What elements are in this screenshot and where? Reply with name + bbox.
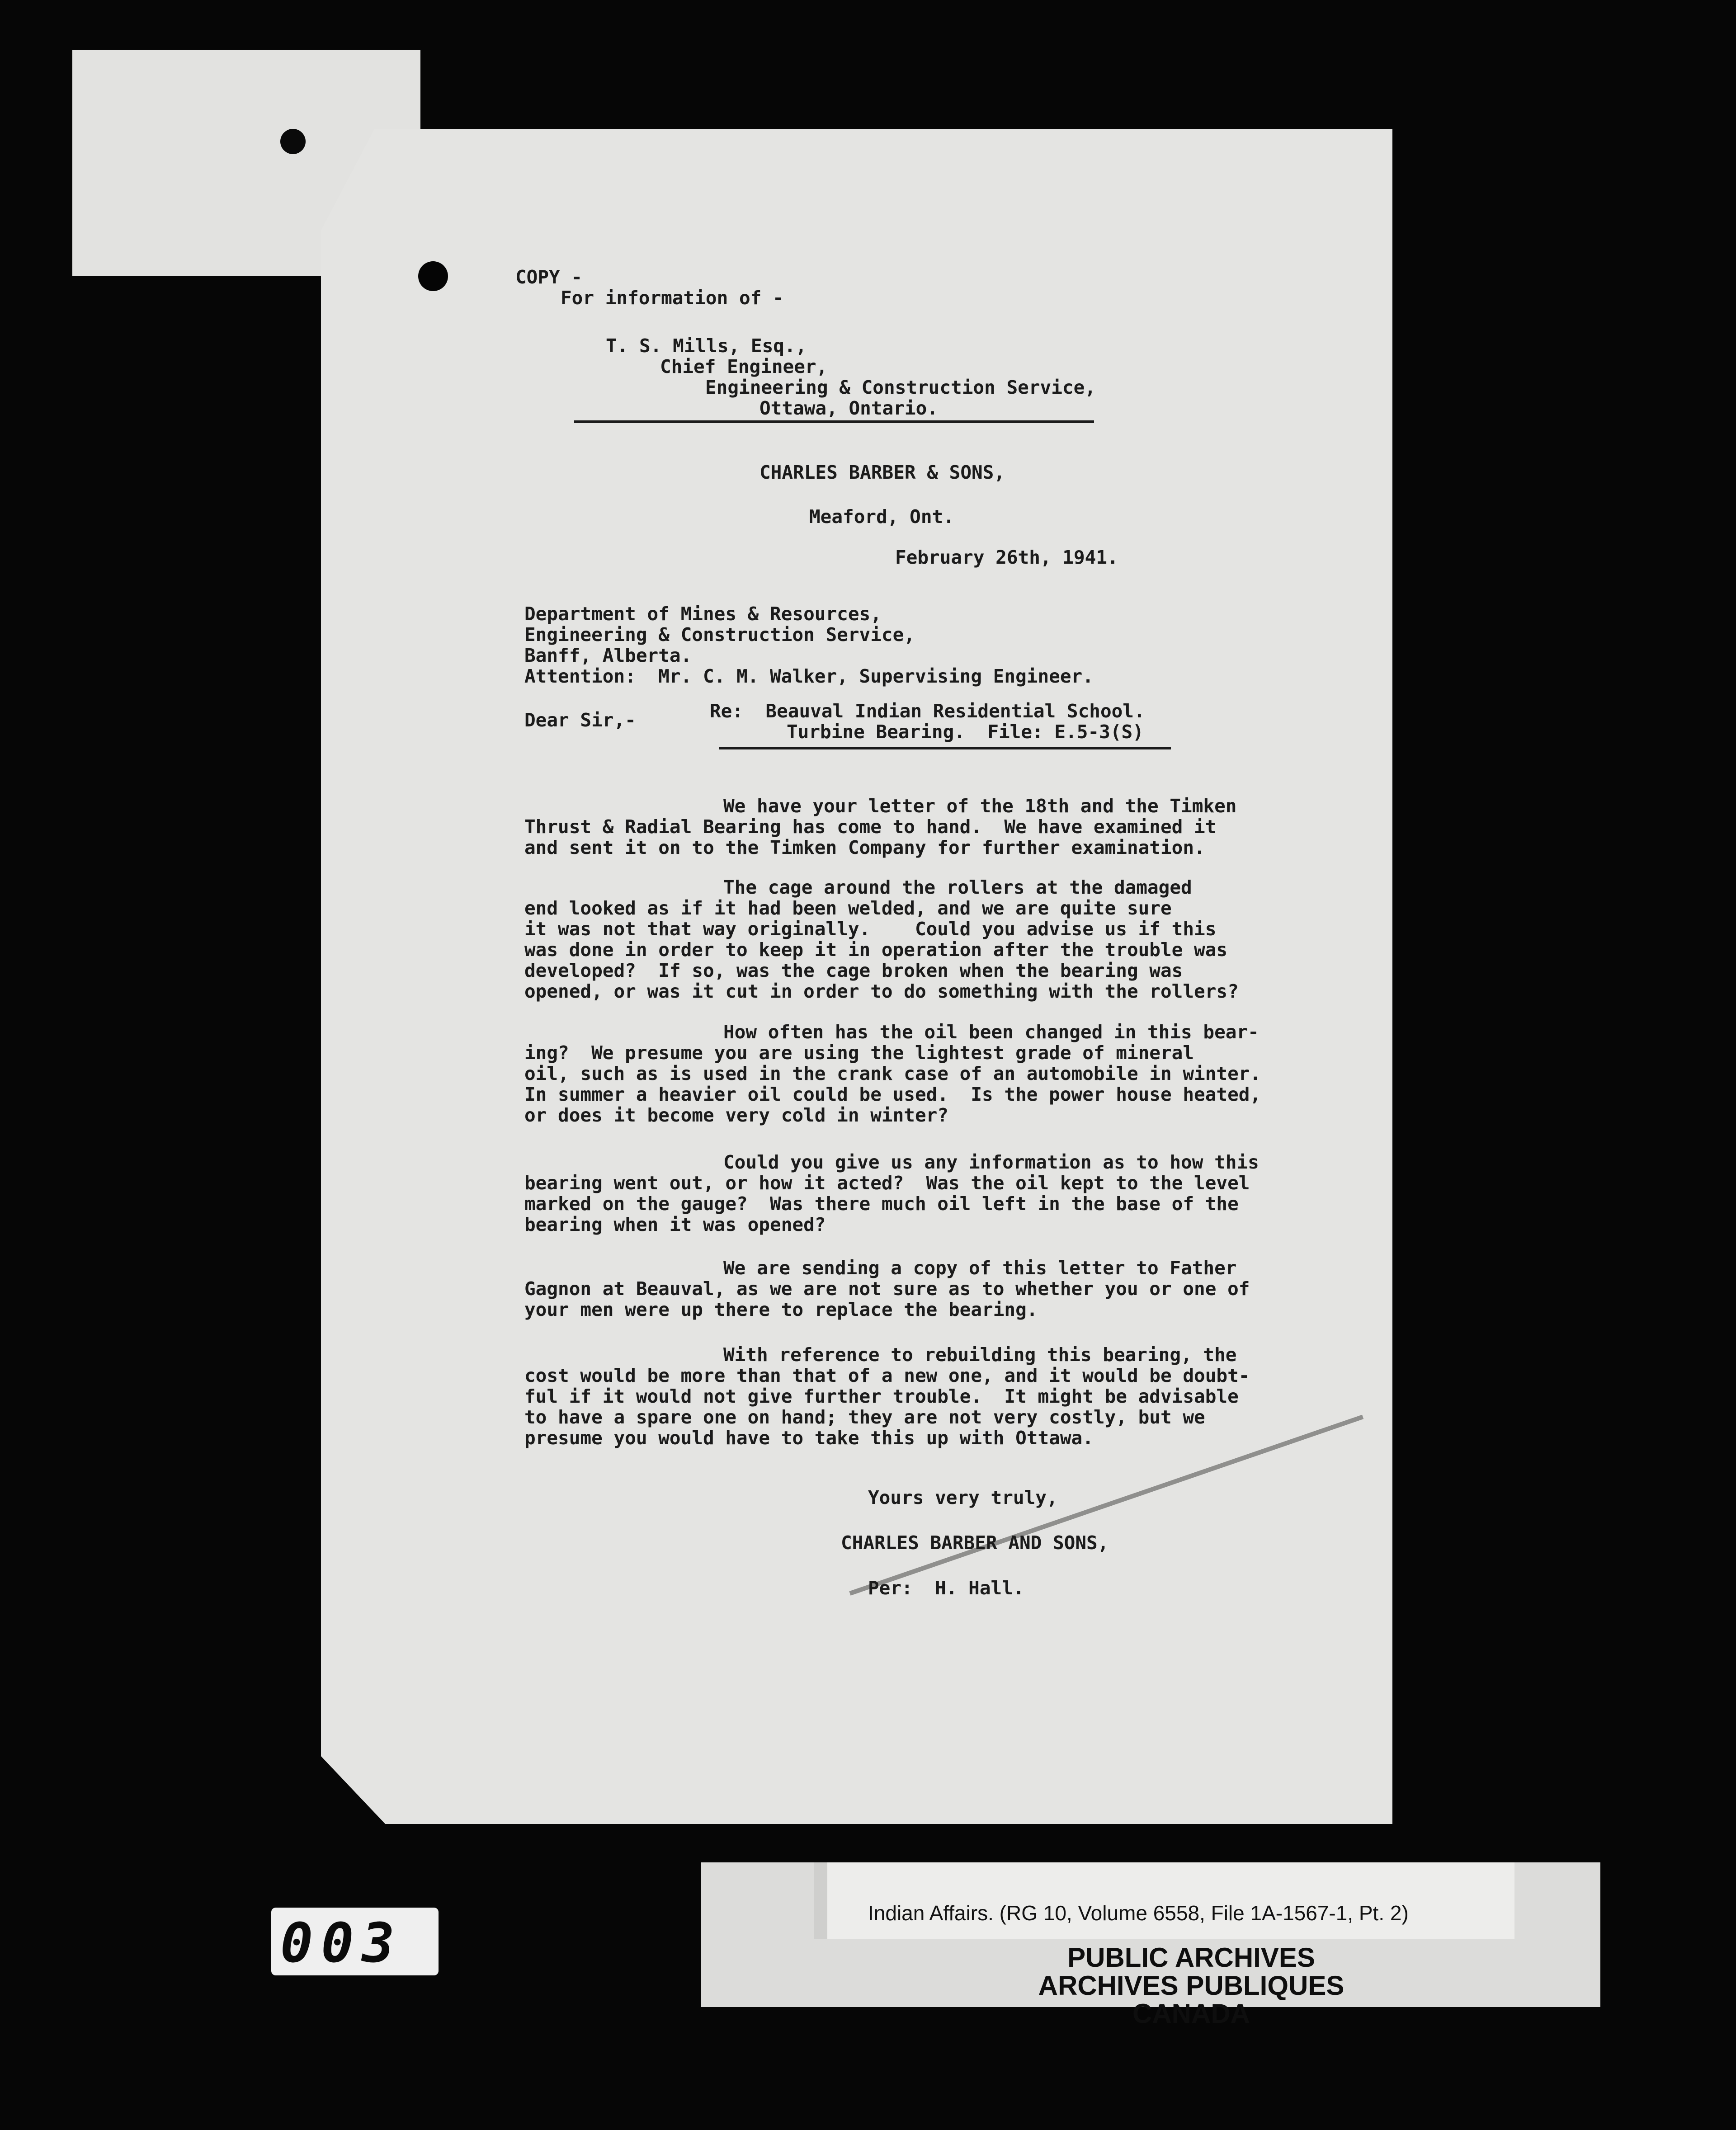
company-name: CHARLES BARBER & SONS,: [760, 462, 1005, 483]
body-line: marked on the gauge? Was there much oil left in the base of the: [524, 1193, 1239, 1215]
body-line: it was not that way originally. Could you advise us if this: [524, 918, 1217, 940]
body-line: opened, or was it cut in order to do something with the rollers?: [524, 980, 1239, 1002]
addressee-city: Ottawa, Ontario.: [760, 397, 938, 419]
for-information-line: For information of -: [561, 287, 784, 309]
recipient-attention: Attention: Mr. C. M. Walker, Supervising Engineer.: [524, 665, 1094, 687]
body-line: With reference to rebuilding this bearing, the: [723, 1344, 1237, 1366]
body-line: oil, such as is used in the crank case of an automobile in winter.: [524, 1063, 1261, 1084]
archive-line-3: CANADA: [1132, 1998, 1250, 2029]
recipient-service: Engineering & Construction Service,: [524, 624, 915, 646]
company-location: Meaford, Ont.: [809, 506, 954, 528]
body-line: ing? We presume you are using the lightest grade of mineral: [524, 1042, 1194, 1064]
closing-company: CHARLES BARBER AND SONS,: [841, 1532, 1109, 1554]
archive-line-2: ARCHIVES PUBLIQUES: [1038, 1970, 1344, 2001]
archive-reference: Indian Affairs. (RG 10, Volume 6558, File 1A-1567-1, Pt. 2): [868, 1901, 1409, 1925]
tag-hole: [280, 129, 306, 154]
body-line: We are sending a copy of this letter to Father: [723, 1257, 1237, 1279]
closing: Yours very truly,: [868, 1487, 1058, 1508]
archive-names: [886, 1944, 1496, 2028]
frame-number-plate: [271, 1908, 439, 1975]
re-line-2: Turbine Bearing. File: E.5-3(S): [787, 721, 1144, 743]
body-line: or does it become very cold in winter?: [524, 1104, 948, 1126]
body-line: your men were up there to replace the bearing.: [524, 1299, 1038, 1320]
body-line: We have your letter of the 18th and the Timken: [723, 795, 1237, 817]
header-underline: [574, 420, 1094, 423]
letter-date: February 26th, 1941.: [895, 547, 1118, 568]
salutation: Dear Sir,-: [524, 709, 636, 731]
addressee-name: T. S. Mills, Esq.,: [606, 335, 807, 357]
re-underline: [719, 747, 1171, 749]
body-line: Gagnon at Beauval, as we are not sure as to whether you or one of: [524, 1278, 1250, 1300]
body-line: bearing when it was opened?: [524, 1214, 826, 1235]
recipient-city: Banff, Alberta.: [524, 645, 692, 666]
recipient-dept: Department of Mines & Resources,: [524, 603, 882, 625]
body-line: presume you would have to take this up with Ottawa.: [524, 1427, 1094, 1449]
copy-label: COPY -: [515, 266, 583, 288]
punch-hole: [418, 261, 448, 291]
archive-line-1: PUBLIC ARCHIVES: [1067, 1942, 1315, 1973]
body-line: and sent it on to the Timken Company for further examination.: [524, 837, 1205, 858]
body-line: end looked as if it had been welded, and we are quite sure: [524, 897, 1172, 919]
addressee-title: Chief Engineer,: [660, 356, 828, 377]
body-line: to have a spare one on hand; they are not very costly, but we: [524, 1406, 1205, 1428]
body-line: Could you give us any information as to how this: [723, 1151, 1259, 1173]
body-line: ful if it would not give further trouble. It might be advisable: [524, 1385, 1239, 1407]
addressee-service: Engineering & Construction Service,: [705, 377, 1096, 398]
signature: Per: H. Hall.: [868, 1577, 1024, 1599]
body-line: cost would be more than that of a new one, and it would be doubt-: [524, 1365, 1250, 1386]
body-line: How often has the oil been changed in this bear-: [723, 1021, 1259, 1043]
letter-body: [515, 267, 1284, 1804]
body-line: In summer a heavier oil could be used. Is the power house heated,: [524, 1084, 1261, 1105]
re-line-1: Re: Beauval Indian Residential School.: [710, 700, 1145, 722]
body-line: Thrust & Radial Bearing has come to hand. We have examined it: [524, 816, 1217, 838]
frame-number: 003: [280, 1912, 403, 1975]
body-line: The cage around the rollers at the damaged: [723, 877, 1192, 898]
body-line: was done in order to keep it in operation after the trouble was: [524, 939, 1228, 961]
body-line: bearing went out, or how it acted? Was the oil kept to the level: [524, 1172, 1250, 1194]
body-line: developed? If so, was the cage broken when the bearing was: [524, 960, 1183, 981]
